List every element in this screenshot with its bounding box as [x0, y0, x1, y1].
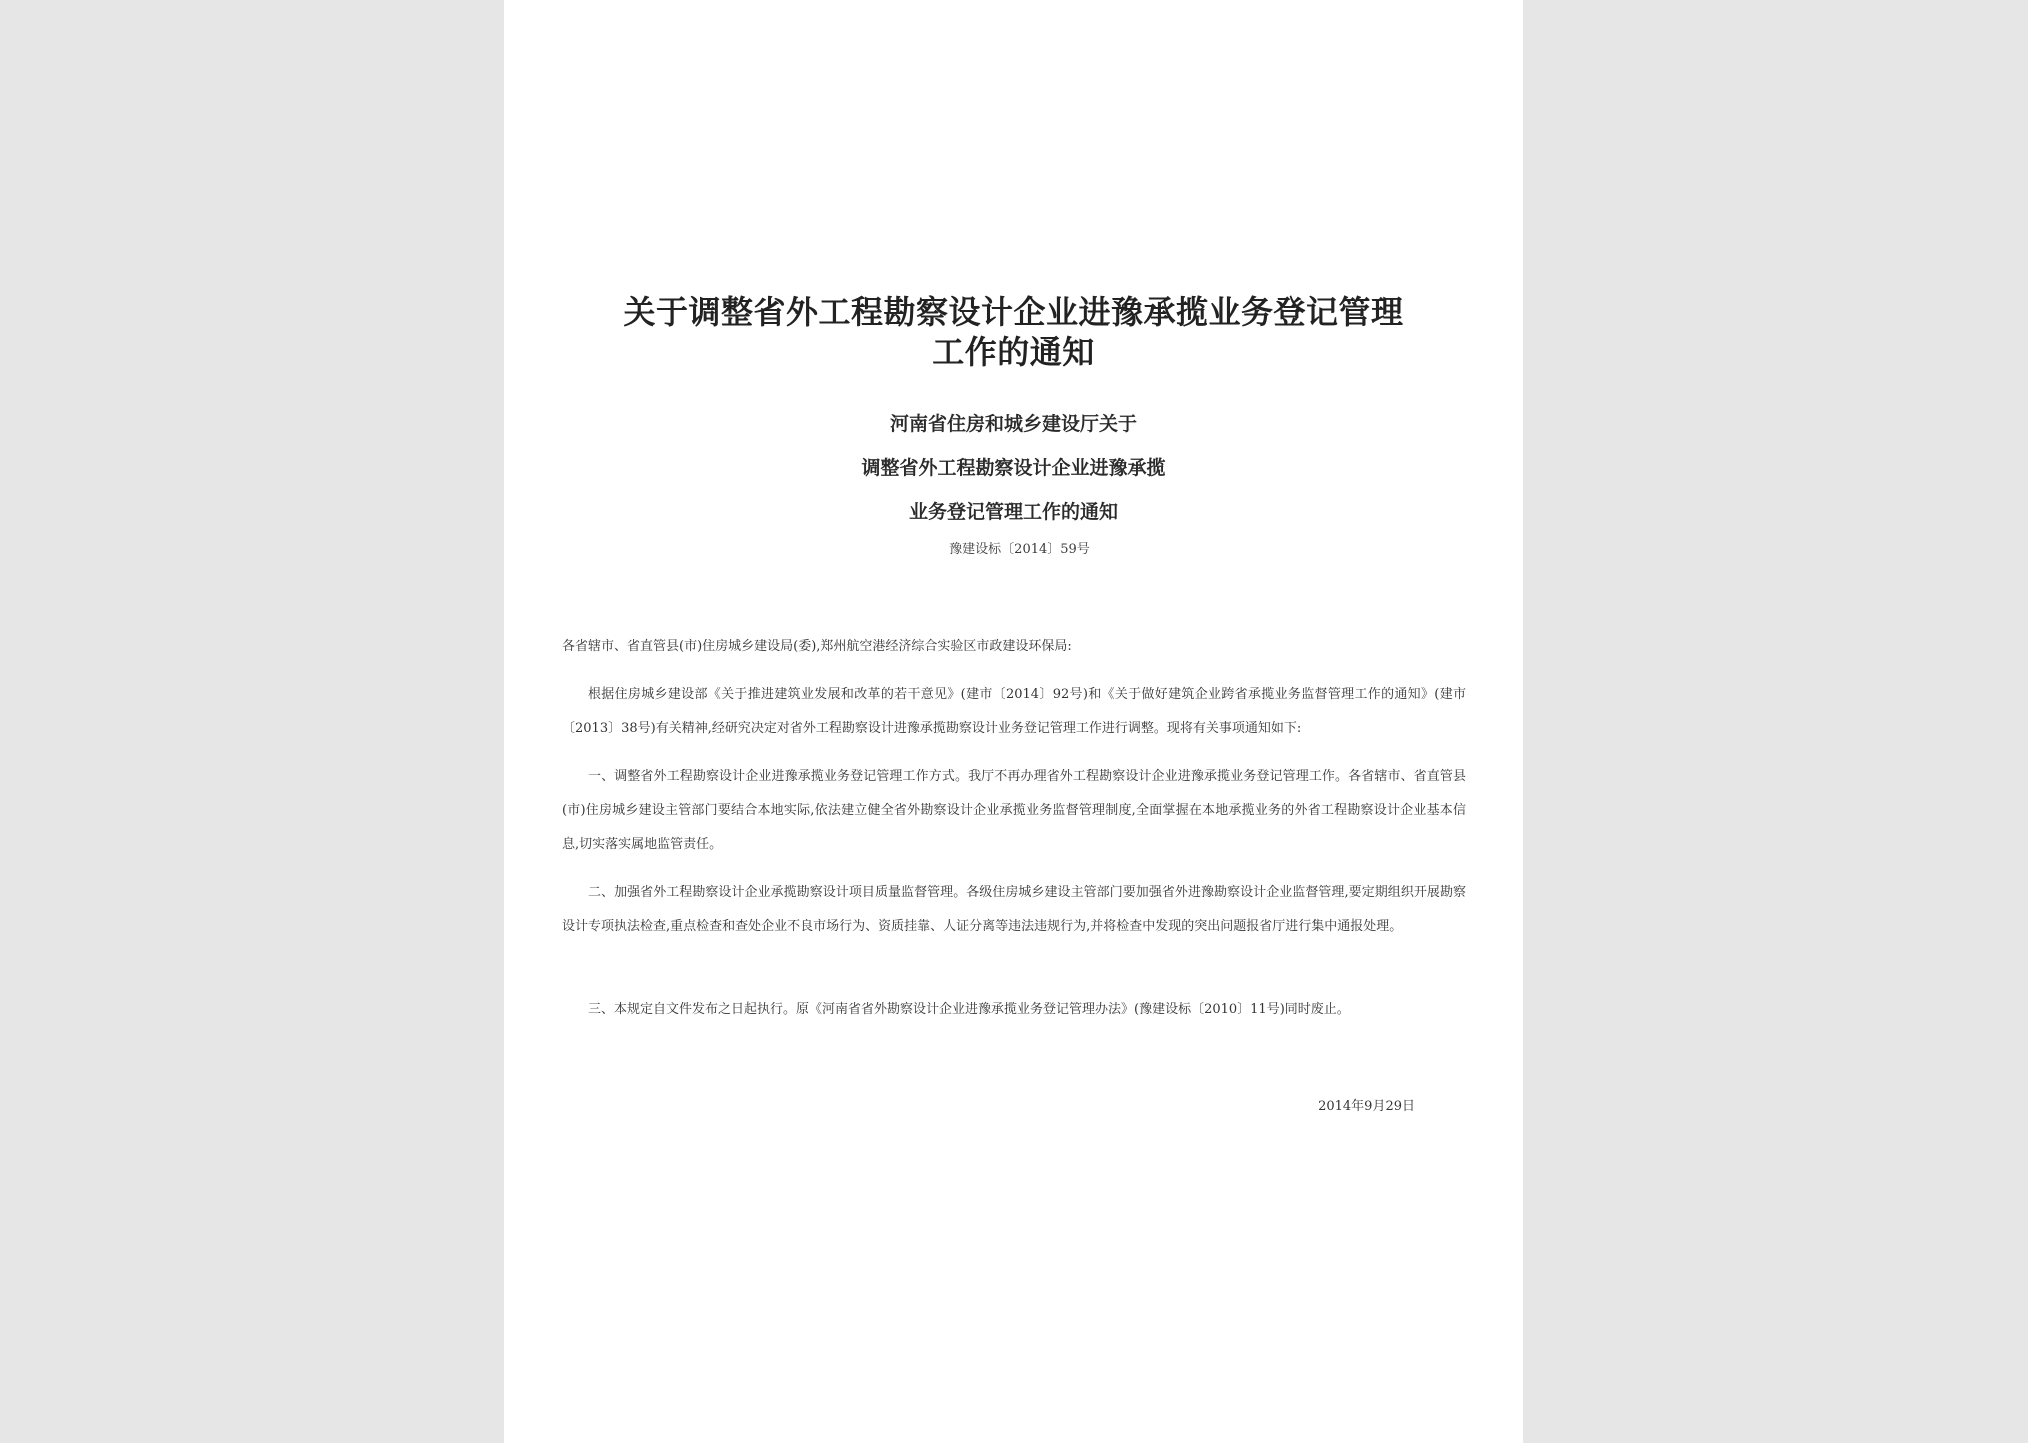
document-subtitle	[544, 402, 1483, 534]
document-title	[544, 292, 1483, 372]
subtitle-line-3: 业务登记管理工作的通知	[908, 501, 1118, 523]
paragraph-item-2: 二、加强省外工程勘察设计企业承揽勘察设计项目质量监督管理。各级住房城乡建设主管部门要加强省外进豫勘察设计企业监督管理,要定期组织开展勘察设计专项执法检查,重点检查和查处企业不良市场行为、资质挂靠、人证分离等违法违规行为,并将检查中发现的突出问题报省厅进行集中通报处理。	[562, 885, 1466, 934]
paragraph-item-3: 三、本规定自文件发布之日起执行。原《河南省省外勘察设计企业进豫承揽业务登记管理办法》(豫建设标〔2010〕11号)同时废止。	[588, 1002, 1350, 1017]
document-number: 豫建设标〔2014〕59号	[949, 542, 1090, 557]
signature-date: 2014年9月29日	[1318, 1099, 1415, 1114]
subtitle-line-1: 河南省住房和城乡建设厅关于	[889, 413, 1137, 435]
title-line-2: 工作的通知	[932, 333, 1095, 371]
paragraph-item-1: 一、调整省外工程勘察设计企业进豫承揽业务登记管理工作方式。我厅不再办理省外工程勘察设计企业进豫承揽业务登记管理工作。各省辖市、省直管县(市)住房城乡建设主管部门要结合本地实际,依法建立健全省外勘察设计企业承揽业务监督管理制度,全面掌握在本地承揽业务的外省工程勘察设计企业基本信息,切实落实属地监管责任。	[562, 769, 1466, 852]
document-page	[504, 0, 1523, 1443]
addressee: 各省辖市、省直管县(市)住房城乡建设局(委),郑州航空港经济综合实验区市政建设环保局:	[562, 639, 1072, 654]
title-line-1: 关于调整省外工程勘察设计企业进豫承揽业务登记管理	[623, 293, 1404, 331]
paragraph-intro: 根据住房城乡建设部《关于推进建筑业发展和改革的若干意见》(建市〔2014〕92号)和《关于做好建筑企业跨省承揽业务监督管理工作的通知》(建市〔2013〕38号)有关精神,经研究决定对省外工程勘察设计进豫承揽勘察设计业务登记管理工作进行调整。现将有关事项通知如下:	[562, 687, 1466, 736]
subtitle-line-2: 调整省外工程勘察设计企业进豫承揽	[861, 457, 1166, 479]
